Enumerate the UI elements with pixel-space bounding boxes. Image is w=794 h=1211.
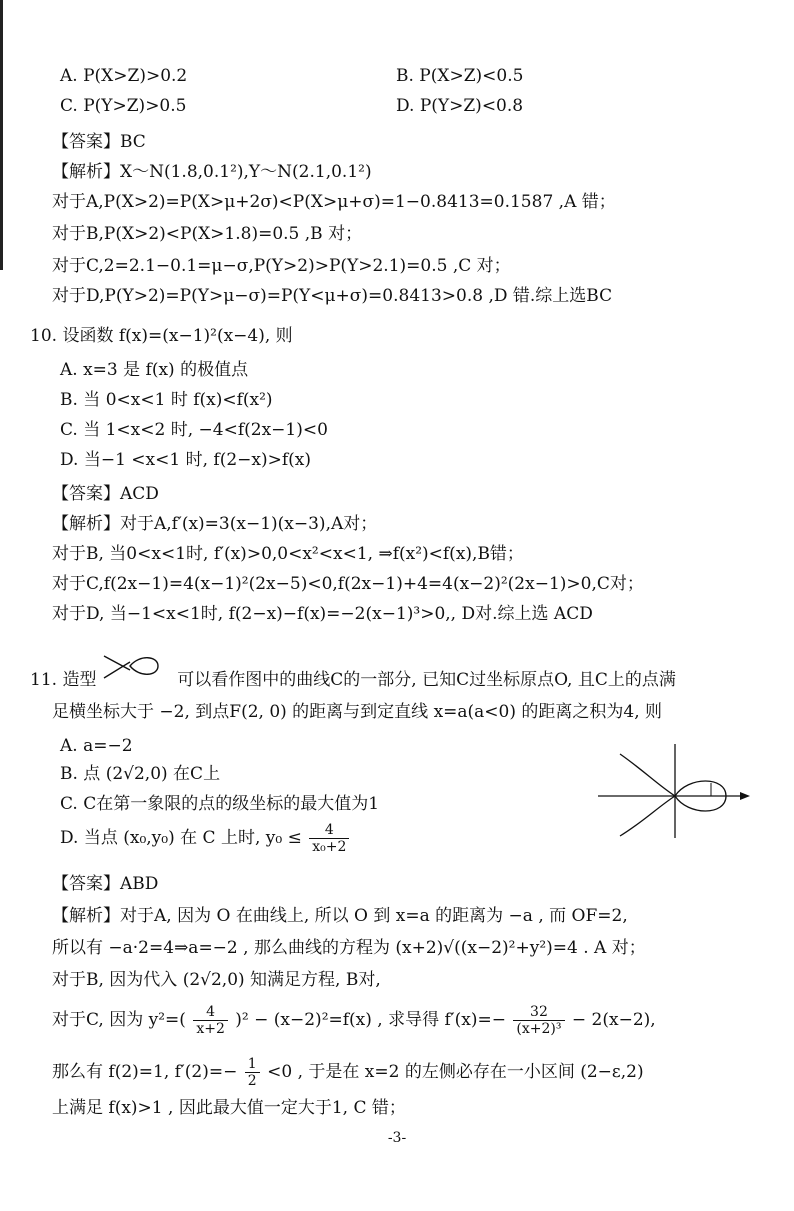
q10-analysis-line-2: 对于B, 当0<x<1时, f′(x)>0,0<x²<x<1, ⇒f(x²)<f(x),B错； bbox=[52, 544, 524, 564]
q9-analysis-line-3: 对于B,P(X>2)<P(X>1.8)=0.5 ,B 对； bbox=[52, 224, 363, 244]
q9-analysis-line-5: 对于D,P(Y>2)=P(Y>μ−σ)=P(Y<μ+σ)=0.8413>0.8 ,D 错.综上选BC bbox=[52, 286, 613, 306]
q10-option-c: C. 当 1<x<2 时, −4<f(2x−1)<0 bbox=[60, 420, 328, 440]
q11-d-fraction bbox=[245, 1056, 260, 1089]
scan-edge bbox=[0, 0, 3, 270]
q9-analysis-line-4: 对于C,2=2.1−0.1=μ−σ,P(Y>2)>P(Y>2.1)=0.5 ,C 对； bbox=[52, 256, 511, 276]
fraction-denominator: x+2 bbox=[196, 1021, 225, 1037]
q11-analysis-line-3: 对于B, 因为代入 (2√2,0) 知满足方程, B对, bbox=[52, 970, 381, 990]
q11-option-b: B. 点 (2√2,0) 在C上 bbox=[60, 764, 221, 784]
q10-option-b: B. 当 0<x<1 时 f(x)<f(x²) bbox=[60, 390, 273, 410]
page-number: -3- bbox=[387, 1130, 407, 1146]
q11-shape-icon bbox=[100, 650, 162, 682]
q11-d-text-1: 那么有 f(2)=1, f′(2)=− bbox=[52, 1062, 238, 1082]
fraction-numerator: 4 bbox=[309, 822, 349, 839]
q10-stem: 10. 设函数 f(x)=(x−1)²(x−4), 则 bbox=[30, 326, 293, 346]
fraction-numerator: 4 bbox=[193, 1004, 228, 1021]
x-axis-arrow-icon bbox=[740, 792, 750, 800]
q10-answer: 【答案】ACD bbox=[52, 484, 159, 504]
q10-analysis-line-3: 对于C,f(2x−1)=4(x−1)²(2x−5)<0,f(2x−1)+4=4(x−2)²(2x−1)>0,C对； bbox=[52, 574, 644, 594]
q10-option-a: A. x=3 是 f(x) 的极值点 bbox=[60, 360, 249, 380]
q11-d-text-2: <0 , 于是在 x=2 的左侧必存在一小区间 (2−ε,2) bbox=[267, 1062, 644, 1082]
fraction-denominator: (x+2)³ bbox=[516, 1021, 562, 1037]
q11-analysis-line-5 bbox=[52, 1056, 644, 1089]
q10-analysis-line-1: 【解析】对于A,f′(x)=3(x−1)(x−3),A对； bbox=[52, 514, 378, 534]
q11-stem-line-2: 足横坐标大于 −2, 到点F(2, 0) 的距离与到定直线 x=a(a<0) 的距离之积为4, 则 bbox=[52, 702, 663, 722]
q11-analysis-line-2: 所以有 −a·2=4⇒a=−2 , 那么曲线的方程为 (x+2)√((x−2)²+y²)=4 . A 对； bbox=[52, 938, 646, 958]
q11-option-a: A. a=−2 bbox=[60, 736, 133, 756]
q11-c-text-1: 对于C, 因为 y²=( bbox=[52, 1010, 186, 1030]
fraction-numerator: 1 bbox=[245, 1056, 260, 1073]
q9-analysis-line-1: 【解析】X～N(1.8,0.1²),Y～N(2.1,0.1²) bbox=[52, 162, 372, 182]
q11-stem-prefix: 11. 造型 bbox=[30, 670, 97, 690]
q10-analysis-line-4: 对于D, 当−1<x<1时, f(2−x)−f(x)=−2(x−1)³>0,, D对.综上选 ACD bbox=[52, 604, 593, 624]
q11-option-d-text: D. 当点 (x₀,y₀) 在 C 上时, y₀ ≤ bbox=[60, 828, 302, 848]
q9-option-b: B. P(X>Z)<0.5 bbox=[396, 66, 524, 86]
q9-answer: 【答案】BC bbox=[52, 132, 146, 152]
q11-option-c: C. C在第一象限的点的级坐标的最大值为1 bbox=[60, 794, 380, 814]
curve-branch bbox=[620, 754, 675, 836]
q11-option-d-fraction bbox=[309, 822, 349, 855]
q11-c-fraction-1 bbox=[193, 1004, 228, 1037]
q9-option-a: A. P(X>Z)>0.2 bbox=[60, 66, 188, 86]
q11-answer: 【答案】ABD bbox=[52, 874, 159, 894]
q10-option-d: D. 当−1 <x<1 时, f(2−x)>f(x) bbox=[60, 450, 311, 470]
fraction-denominator: x₀+2 bbox=[312, 839, 347, 855]
fraction-numerator: 32 bbox=[513, 1004, 564, 1021]
q11-c-fraction-2 bbox=[513, 1004, 564, 1037]
fraction-denominator: 2 bbox=[247, 1073, 257, 1089]
q11-stem-suffix: 可以看作图中的曲线C的一部分, 已知C过坐标原点O, 且C上的点满 bbox=[177, 670, 676, 690]
q9-analysis-line-2: 对于A,P(X>2)=P(X>μ+2σ)<P(X>μ+σ)=1−0.8413=0.1587 ,A 错； bbox=[52, 192, 616, 212]
q11-option-d bbox=[60, 822, 351, 855]
q11-c-text-3: − 2(x−2), bbox=[571, 1010, 656, 1030]
q11-analysis-line-4 bbox=[52, 1004, 656, 1037]
q11-curve-figure bbox=[598, 740, 754, 840]
q11-analysis-line-6: 上满足 f(x)>1 , 因此最大值一定大于1, C 错； bbox=[52, 1098, 406, 1118]
q11-c-text-2: )² − (x−2)²=f(x) , 求导得 f′(x)=− bbox=[235, 1010, 507, 1030]
q9-option-d: D. P(Y>Z)<0.8 bbox=[396, 96, 524, 116]
q9-option-c: C. P(Y>Z)>0.5 bbox=[60, 96, 187, 116]
q11-analysis-line-1: 【解析】对于A, 因为 O 在曲线上, 所以 O 到 x=a 的距离为 −a , 而 OF=2, bbox=[52, 906, 628, 926]
